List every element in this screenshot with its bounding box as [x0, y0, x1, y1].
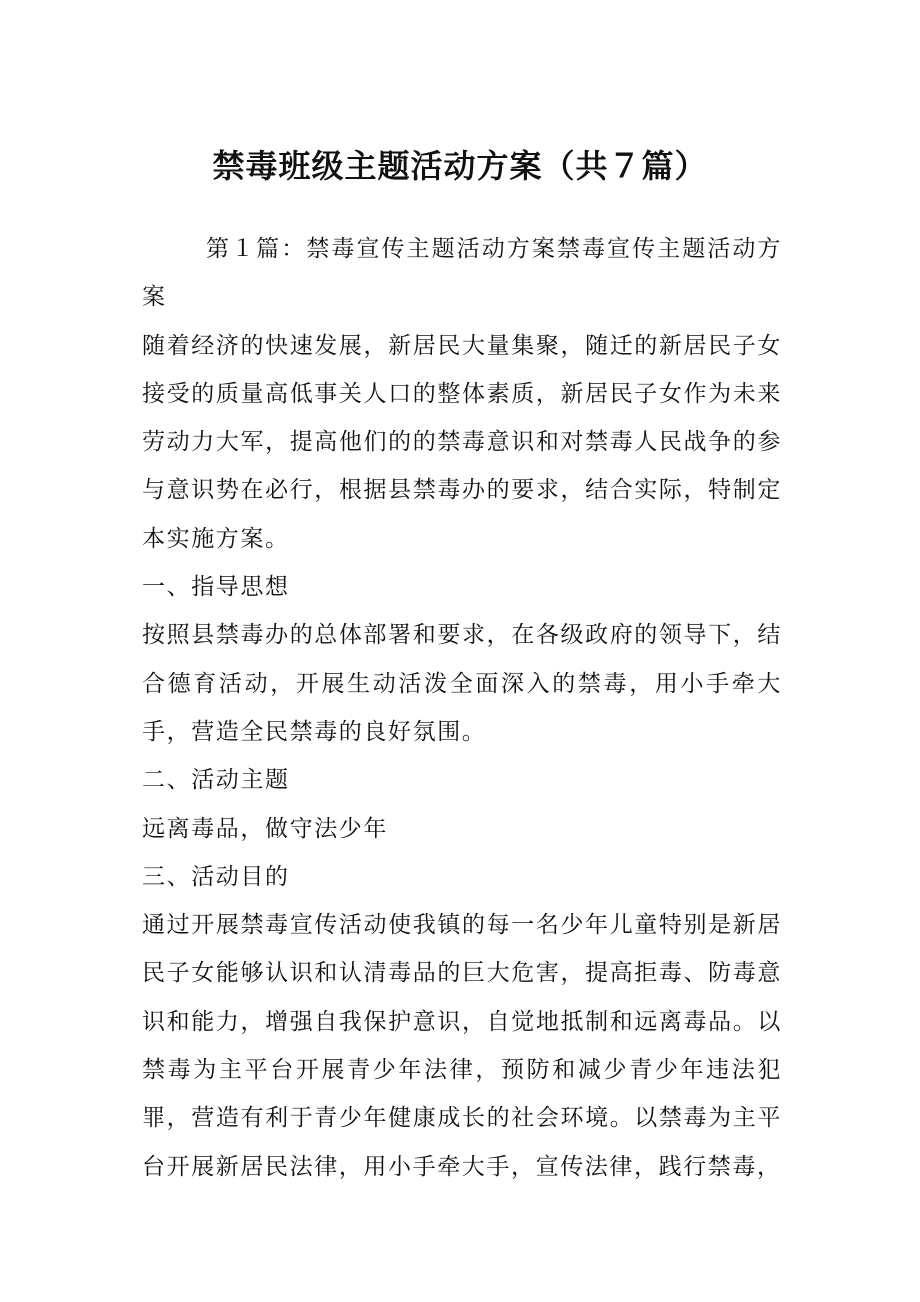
- guiding-ideology-paragraph: 按照县禁毒办的总体部署和要求，在各级政府的领导下，结合德育活动，开展生动活泼全面深入的禁毒，用小手牵大手，营造全民禁毒的良好氛围。: [142, 622, 782, 745]
- activity-purpose-paragraph: 通过开展禁毒宣传活动使我镇的每一名少年儿童特别是新居民子女能够认识和认清毒品的巨大危害，提高拒毒、防毒意识和能力，增强自我保护意识，自觉地抵制和远离毒品。以禁毒为主平台开展青少年法律，预防和减少青少年违法犯罪，营造有利于青少年健康成长的社会环境。以禁毒为主平台开展新居民法律，用小手牵大手，宣传法律，践行禁毒，: [142, 912, 782, 1180]
- section-heading-activity-theme: 二、活动主题: [142, 767, 290, 794]
- intro-paragraph: 随着经济的快速发展，新居民大量集聚，随迁的新居民子女接受的质量高低事关人口的整体素质，新居民子女作为未来劳动力大军，提高他们的的禁毒意识和对禁毒人民战争的参与意识势在必行，根据县禁毒办的要求，结合实际，特制定本实施方案。: [142, 332, 782, 552]
- chapter-heading: 第１篇：禁毒宣传主题活动方案禁毒宣传主题活动方案: [142, 236, 782, 311]
- section-heading-activity-purpose: 三、活动目的: [142, 863, 290, 890]
- document-body: [142, 225, 782, 1191]
- section-heading-guiding-ideology: 一、指导思想: [142, 574, 290, 601]
- activity-theme-paragraph: 远离毒品，做守法少年: [142, 815, 388, 842]
- document-title: 禁毒班级主题活动方案（共７篇）: [212, 147, 708, 185]
